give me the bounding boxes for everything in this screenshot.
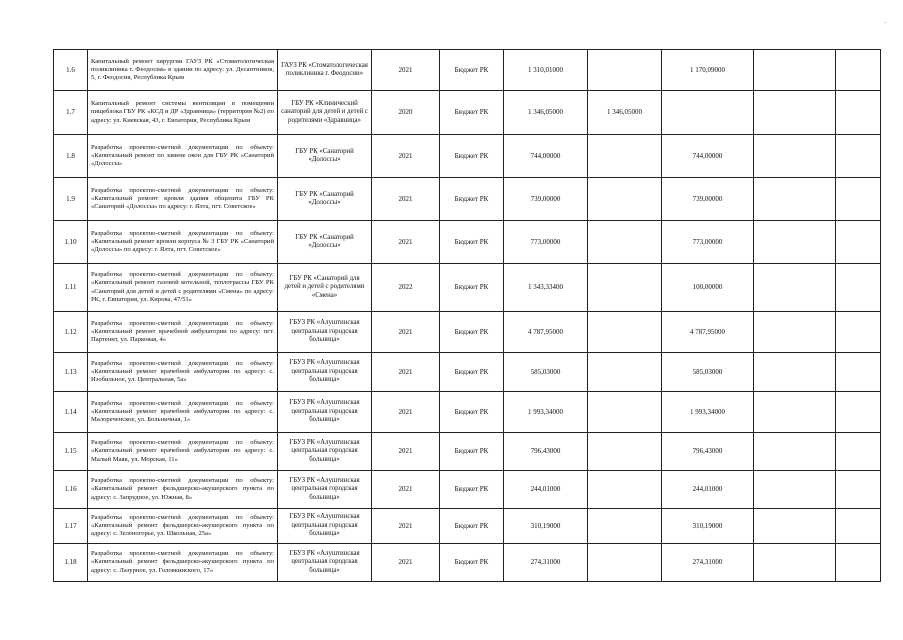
funding-source: Бюджет РК bbox=[440, 91, 504, 135]
executor-name: ГБУ РК «Санаторий «Долоссы» bbox=[278, 221, 372, 264]
measure-name: Разработка проектно-сметной документации по объекту: «Капитальный ремонт газовой котельной, теплотрассы ГБУ РК «Санаторий для детей и детей с родителями «Смена» по адресу: РК, г. Евпатория, ул. Кирова, 47/51» bbox=[88, 264, 278, 312]
row-number: 1.18 bbox=[54, 544, 88, 582]
amount-2022 bbox=[754, 178, 836, 221]
amount-2022 bbox=[754, 50, 836, 91]
amount-2022 bbox=[754, 91, 836, 135]
total-amount: 585,03000 bbox=[504, 353, 588, 392]
table-row bbox=[54, 50, 881, 91]
executor-name: ГБУ РК «Санаторий для детей и детей с родителями «Смена» bbox=[278, 264, 372, 312]
row-number: 1.13 bbox=[54, 353, 88, 392]
amount-2022 bbox=[754, 544, 836, 582]
executor-name: ГБУЗ РК «Алуштинская центральная городская больница» bbox=[278, 353, 372, 392]
table-row bbox=[54, 264, 881, 312]
table-row bbox=[54, 392, 881, 433]
table-row bbox=[54, 509, 881, 544]
empty-cell bbox=[836, 312, 881, 353]
amount-2020 bbox=[588, 264, 662, 312]
table-row bbox=[54, 135, 881, 178]
funding-source: Бюджет РК bbox=[440, 544, 504, 582]
amount-2021: 100,00000 bbox=[662, 264, 754, 312]
amount-2021: 585,03000 bbox=[662, 353, 754, 392]
executor-name: ГБУ РК «Санаторий «Долоссы» bbox=[278, 135, 372, 178]
amount-2020 bbox=[588, 509, 662, 544]
empty-cell bbox=[836, 135, 881, 178]
empty-cell bbox=[836, 178, 881, 221]
funding-source: Бюджет РК bbox=[440, 392, 504, 433]
funding-source: Бюджет РК bbox=[440, 312, 504, 353]
funding-source: Бюджет РК bbox=[440, 433, 504, 471]
amount-2022 bbox=[754, 433, 836, 471]
total-amount: 310,19000 bbox=[504, 509, 588, 544]
amount-2020 bbox=[588, 50, 662, 91]
amount-2022 bbox=[754, 509, 836, 544]
executor-name: ГАУЗ РК «Стоматологическая поликлиника г. Феодосии» bbox=[278, 50, 372, 91]
funding-source: Бюджет РК bbox=[440, 221, 504, 264]
amount-2022 bbox=[754, 264, 836, 312]
row-number: 1.12 bbox=[54, 312, 88, 353]
amount-2021 bbox=[662, 91, 754, 135]
total-amount: 773,00000 bbox=[504, 221, 588, 264]
executor-name: ГБУ РК «Клинический санаторий для детей и детей с родителями «Здравница» bbox=[278, 91, 372, 135]
amount-2022 bbox=[754, 353, 836, 392]
year-cell: 2021 bbox=[372, 312, 440, 353]
empty-cell bbox=[836, 50, 881, 91]
empty-cell bbox=[836, 221, 881, 264]
row-number: 1.7 bbox=[54, 91, 88, 135]
empty-cell bbox=[836, 353, 881, 392]
row-number: 1.16 bbox=[54, 471, 88, 509]
amount-2020 bbox=[588, 471, 662, 509]
table-body bbox=[54, 50, 881, 582]
table-row bbox=[54, 471, 881, 509]
empty-cell bbox=[836, 471, 881, 509]
measure-name: Разработка проектно-сметной документации по объекту: «Капитальный ремонт по замене окон для ГБУ РК «Санаторий «Долоссы» bbox=[88, 135, 278, 178]
total-amount: 244,01000 bbox=[504, 471, 588, 509]
row-number: 1.17 bbox=[54, 509, 88, 544]
table-row bbox=[54, 91, 881, 135]
amount-2022 bbox=[754, 471, 836, 509]
total-amount: 739,00000 bbox=[504, 178, 588, 221]
amount-2021: 310,19000 bbox=[662, 509, 754, 544]
amount-2021: 739,00000 bbox=[662, 178, 754, 221]
year-cell: 2021 bbox=[372, 392, 440, 433]
empty-cell bbox=[836, 544, 881, 582]
measure-name: Разработка проектно-сметной документации по объекту: «Капитальный ремонт врачебной амбулатории по адресу: пгт. Партенит, ул. Парковая, 4» bbox=[88, 312, 278, 353]
table-row bbox=[54, 433, 881, 471]
amount-2021: 796,43000 bbox=[662, 433, 754, 471]
empty-cell bbox=[836, 264, 881, 312]
row-number: 1.15 bbox=[54, 433, 88, 471]
amount-2020 bbox=[588, 312, 662, 353]
amount-2022 bbox=[754, 135, 836, 178]
funding-source: Бюджет РК bbox=[440, 509, 504, 544]
program-table bbox=[53, 49, 881, 582]
amount-2020 bbox=[588, 178, 662, 221]
measure-name: Разработка проектно-сметной документации по объекту: «Капитальный ремонт врачебной амбулатории по адресу: с. Малый Маяк, ул. Морская, 11» bbox=[88, 433, 278, 471]
total-amount: 744,00000 bbox=[504, 135, 588, 178]
amount-2022 bbox=[754, 221, 836, 264]
scan-mark: · bbox=[884, 18, 887, 27]
row-number: 1.9 bbox=[54, 178, 88, 221]
total-amount: 796,43000 bbox=[504, 433, 588, 471]
row-number: 1.10 bbox=[54, 221, 88, 264]
table-row bbox=[54, 353, 881, 392]
amount-2021: 244,01000 bbox=[662, 471, 754, 509]
executor-name: ГБУЗ РК «Алуштинская центральная городская больница» bbox=[278, 544, 372, 582]
row-number: 1.11 bbox=[54, 264, 88, 312]
empty-cell bbox=[836, 509, 881, 544]
table-row bbox=[54, 312, 881, 353]
executor-name: ГБУЗ РК «Алуштинская центральная городская больница» bbox=[278, 471, 372, 509]
amount-2021: 274,31000 bbox=[662, 544, 754, 582]
total-amount: 1 993,34000 bbox=[504, 392, 588, 433]
amount-2022 bbox=[754, 392, 836, 433]
measure-name: Разработка проектно-сметной документации по объекту: «Капитальный ремонт фельдшерско-акушерского пункта по адресу: с. Зеленогорье, ул. Школьная, 25а» bbox=[88, 509, 278, 544]
table-row bbox=[54, 178, 881, 221]
total-amount: 4 787,95000 bbox=[504, 312, 588, 353]
amount-2021: 1 170,09000 bbox=[662, 50, 754, 91]
year-cell: 2021 bbox=[372, 135, 440, 178]
executor-name: ГБУЗ РК «Алуштинская центральная городская больница» bbox=[278, 312, 372, 353]
amount-2020 bbox=[588, 433, 662, 471]
amount-2020 bbox=[588, 135, 662, 178]
year-cell: 2021 bbox=[372, 471, 440, 509]
year-cell: 2021 bbox=[372, 509, 440, 544]
amount-2021: 4 787,95000 bbox=[662, 312, 754, 353]
amount-2021: 1 993,34000 bbox=[662, 392, 754, 433]
amount-2020 bbox=[588, 544, 662, 582]
funding-source: Бюджет РК bbox=[440, 471, 504, 509]
funding-source: Бюджет РК bbox=[440, 178, 504, 221]
total-amount: 1 310,01000 bbox=[504, 50, 588, 91]
amount-2022 bbox=[754, 312, 836, 353]
measure-name: Разработка проектно-сметной документации по объекту: «Капитальный ремонт кровли корпуса № 3 ГБУ РК «Санаторий «Долоссы» по адресу: г. Ялта, пгт. Советское» bbox=[88, 221, 278, 264]
measure-name: Разработка проектно-сметной документации по объекту: «Капитальный ремонт кровли здания общепита ГБУ РК «Санаторий «Долоссы» по адресу: г. Ялта, пгт. Советское» bbox=[88, 178, 278, 221]
year-cell: 2022 bbox=[372, 264, 440, 312]
year-cell: 2021 bbox=[372, 353, 440, 392]
amount-2020 bbox=[588, 392, 662, 433]
amount-2020: 1 346,05000 bbox=[588, 91, 662, 135]
measure-name: Капитальный ремонт системы вентиляции в помещении пищеблока ГБУ РК «КСД и ДР «Здравница» (территория №2) по адресу: ул. Киевская, 43, г. Евпатория, Республика Крым bbox=[88, 91, 278, 135]
year-cell: 2021 bbox=[372, 50, 440, 91]
amount-2021: 773,00000 bbox=[662, 221, 754, 264]
total-amount: 1 343,33400 bbox=[504, 264, 588, 312]
amount-2021: 744,00000 bbox=[662, 135, 754, 178]
executor-name: ГБУЗ РК «Алуштинская центральная городская больница» bbox=[278, 433, 372, 471]
measure-name: Разработка проектно-сметной документации по объекту: «Капитальный ремонт фельдшерско-акушерского пункта по адресу: с. Лазурное, ул. Головкинского, 17» bbox=[88, 544, 278, 582]
executor-name: ГБУЗ РК «Алуштинская центральная городская больница» bbox=[278, 392, 372, 433]
measure-name: Капитальный ремонт хирургии ГАУЗ РК «Стоматологическая поликлиника г. Феодосия» в здании по адресу: ул. Десантников, 5, г. Феодосия, Республика Крым bbox=[88, 50, 278, 91]
year-cell: 2020 bbox=[372, 91, 440, 135]
measure-name: Разработка проектно-сметной документации по объекту: «Капитальный ремонт врачебной амбулатории по адресу: с. Изобильное, ул. Центральная, 5а» bbox=[88, 353, 278, 392]
funding-source: Бюджет РК bbox=[440, 353, 504, 392]
funding-source: Бюджет РК bbox=[440, 50, 504, 91]
table-row bbox=[54, 221, 881, 264]
table-row bbox=[54, 544, 881, 582]
empty-cell bbox=[836, 392, 881, 433]
year-cell: 2021 bbox=[372, 221, 440, 264]
year-cell: 2021 bbox=[372, 178, 440, 221]
row-number: 1.6 bbox=[54, 50, 88, 91]
funding-source: Бюджет РК bbox=[440, 135, 504, 178]
executor-name: ГБУ РК «Санаторий «Долоссы» bbox=[278, 178, 372, 221]
measure-name: Разработка проектно-сметной документации по объекту: «Капитальный ремонт врачебной амбулатории по адресу: с. Малореченское, ул. Больничная, 1» bbox=[88, 392, 278, 433]
empty-cell bbox=[836, 433, 881, 471]
total-amount: 1 346,05000 bbox=[504, 91, 588, 135]
amount-2020 bbox=[588, 221, 662, 264]
funding-source: Бюджет РК bbox=[440, 264, 504, 312]
amount-2020 bbox=[588, 353, 662, 392]
total-amount: 274,31000 bbox=[504, 544, 588, 582]
row-number: 1.14 bbox=[54, 392, 88, 433]
row-number: 1.8 bbox=[54, 135, 88, 178]
empty-cell bbox=[836, 91, 881, 135]
year-cell: 2021 bbox=[372, 433, 440, 471]
year-cell: 2021 bbox=[372, 544, 440, 582]
measure-name: Разработка проектно-сметной документации по объекту: «Капитальный ремонт фельдшерско-акушерского пункта по адресу: с. Запрудное, ул. Южная, 8» bbox=[88, 471, 278, 509]
executor-name: ГБУЗ РК «Алуштинская центральная городская больница» bbox=[278, 509, 372, 544]
